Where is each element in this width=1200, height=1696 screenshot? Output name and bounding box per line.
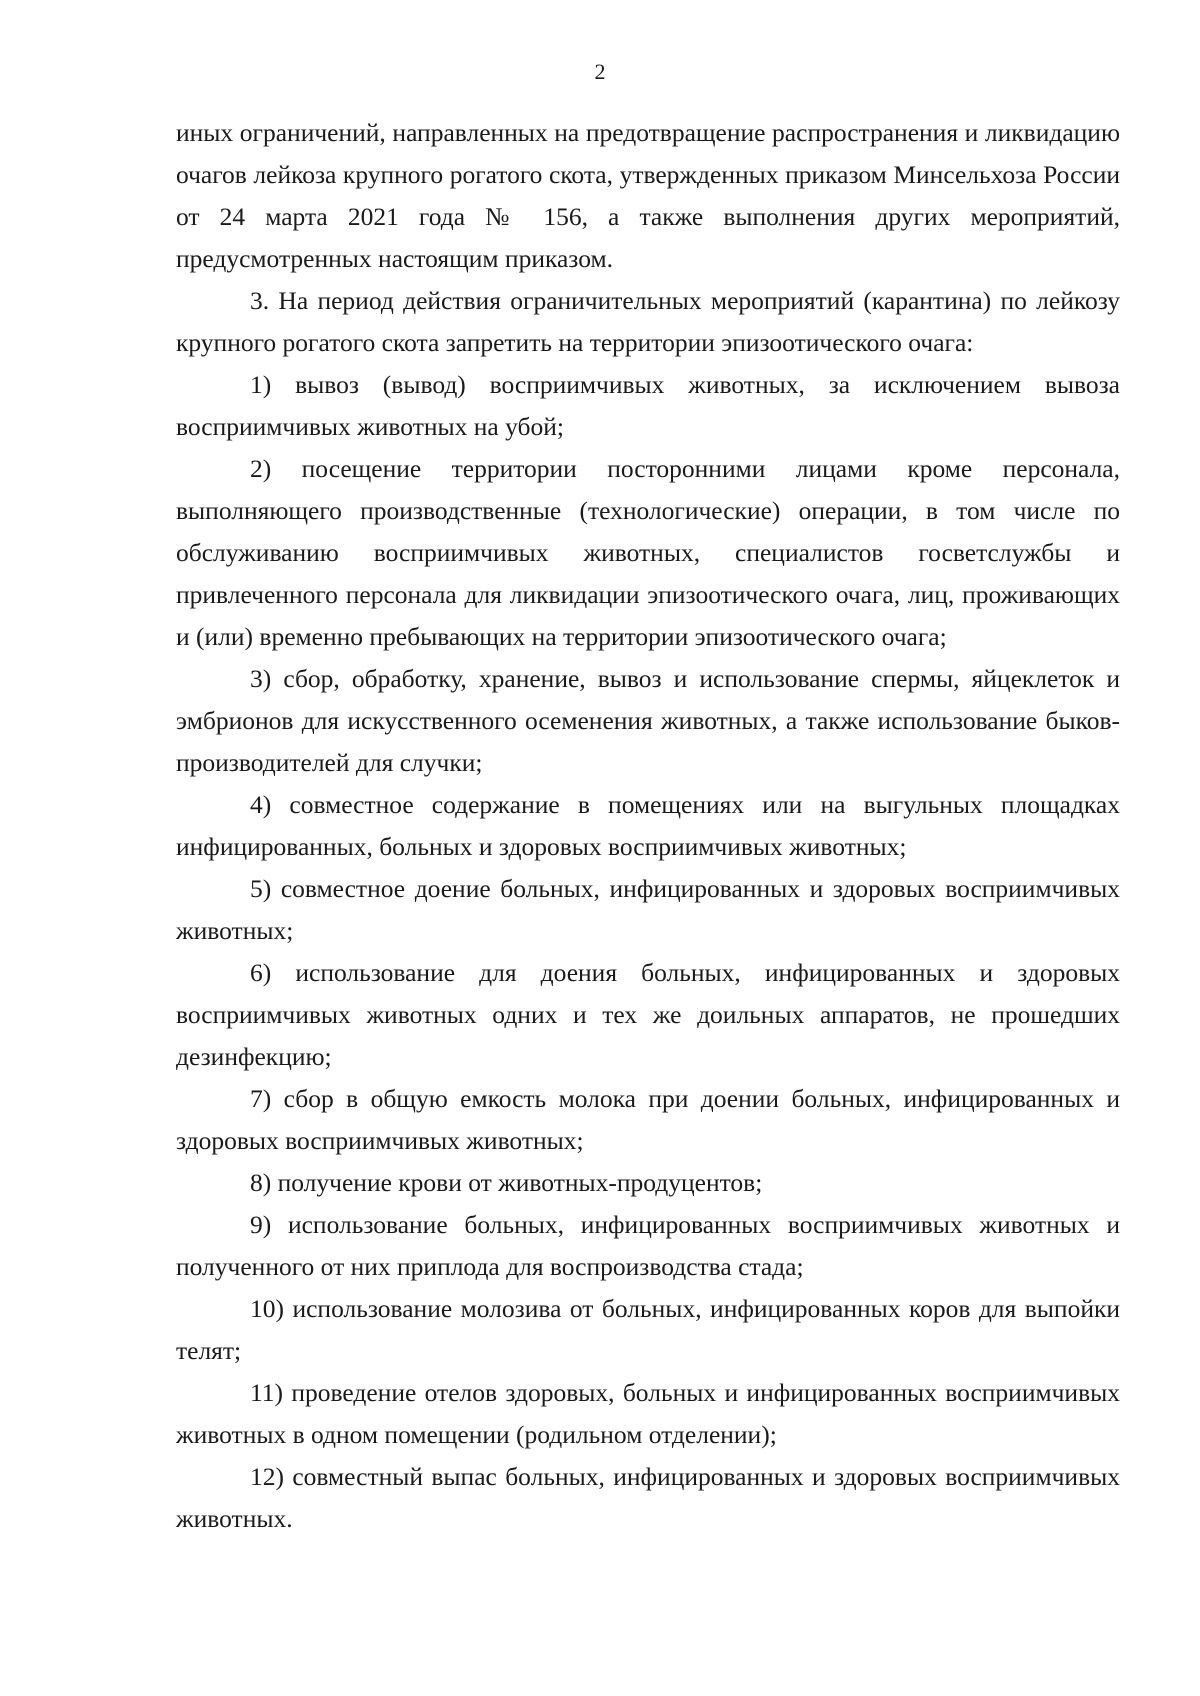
list-item-9: 9) использование больных, инфицированных восприимчивых животных и полученного от них приплода для воспроизводства стада; [176,1210,1120,1281]
list-item-11: 11) проведение отелов здоровых, больных и инфицированных восприимчивых животных в одном помещении (родильном отделении); [176,1378,1120,1449]
list-item-10: 10) использование молозива от больных, инфицированных коров для выпойки телят; [176,1294,1120,1365]
document-body [176,112,1120,1540]
list-item-8: 8) получение крови от животных-продуцентов; [250,1168,763,1197]
list-item-1: 1) вывоз (вывод) восприимчивых животных, за исключением вывоза восприимчивых животных на убой; [176,370,1120,441]
paragraph-continuation: иных ограничений, направленных на предотвращение распространения и ликвидацию очагов лейкоза крупного рогатого скота, утвержденных приказом Минсельхоза России от 24 марта 2021 года № 156, а также выполнения других мероприятий, предусмотренных настоящим приказом. [176,118,1120,273]
list-item-12: 12) совместный выпас больных, инфицированных и здоровых восприимчивых животных. [176,1462,1120,1533]
list-item-2: 2) посещение территории посторонними лицами кроме персонала, выполняющего производственные (технологические) операции, в том числе по обслуживанию восприимчивых животных, специалистов госветслужбы и привлеченного персонала для ликвидации эпизоотического очага, лиц, проживающих и (или) временно пребывающих на территории эпизоотического очага; [176,454,1120,651]
list-item-4: 4) совместное содержание в помещениях или на выгульных площадках инфицированных, больных и здоровых восприимчивых животных; [176,790,1120,861]
list-item-6: 6) использование для доения больных, инфицированных и здоровых восприимчивых животных одних и тех же доильных аппаратов, не прошедших дезинфекцию; [176,958,1120,1071]
paragraph-clause-3: 3. На период действия ограничительных мероприятий (карантина) по лейкозу крупного рогатого скота запретить на территории эпизоотического очага: [176,286,1120,357]
list-item-5: 5) совместное доение больных, инфицированных и здоровых восприимчивых животных; [176,874,1120,945]
list-item-7: 7) сбор в общую емкость молока при доении больных, инфицированных и здоровых восприимчивых животных; [176,1084,1120,1155]
page-number: 2 [594,59,606,84]
list-item-3: 3) сбор, обработку, хранение, вывоз и использование спермы, яйцеклеток и эмбрионов для искусственного осеменения животных, а также использование быков-производителей для случки; [176,664,1120,777]
